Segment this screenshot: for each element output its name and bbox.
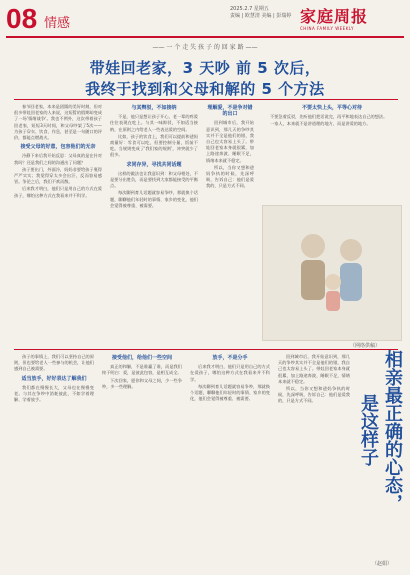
subheadline: 接受父母的好意，包容他们的无奈 — [20, 144, 96, 151]
issue-date-line2: 责编 | 欧慧清 美编 | 彭瑞婷 — [230, 13, 292, 19]
paragraph: 所以，当你又想和爸妈争执的时候，先深呼吸，告诉自己：他们是爱我的，只是方式不同。 — [206, 164, 254, 189]
paragraph: 比如，孩子的饮食上，我们可以提前和爸妈商量好：零食可以吃，但要控制分量，饭前不吃。当规则变成了'我们家的规则'，冲突就少了很多。 — [110, 133, 198, 158]
issue-date-line1: 2025.2.7 星期五 — [230, 6, 269, 12]
paragraph: 下次回家，愿你和父母之间，少一些争吵，多一些理解。 — [102, 377, 182, 389]
brand-name: 家庭周报 — [300, 7, 369, 26]
column-7 — [190, 354, 270, 564]
issue-date — [230, 6, 291, 20]
paragraph: 回到城市后，我开始意识到，那几天的争吵其实并不全是他们的错，我自己也太容易上头了。带娃回老家本身就很累，加上路途奔波、睡眠不足，情绪本来就不稳定。 — [278, 354, 350, 384]
header-rule — [6, 36, 404, 38]
paragraph: 不是，他只是想让孩子开心，老一辈的疼爱往往表现在吃上。与其一味辩驳，不如适当接纳，在原则之内给老人一些表达爱的空间。 — [110, 114, 198, 132]
subheadline: 与其辩驳，不如接纳 — [131, 105, 177, 111]
paragraph: 孩子的事情上，我们可以坚持自己的原则，但也要给老人一些参与的机会，让他们感到自己被需要。 — [14, 354, 94, 372]
column-5 — [14, 354, 94, 564]
column-3 — [206, 104, 254, 340]
paragraph: 这样的做法也让我意识到：和父母相处，不是要分出胜负，而是要找到大家都能接受的平衡点。 — [110, 170, 198, 189]
subheadline: 求同存异，寻找共同话题 — [126, 161, 182, 168]
paragraph: 我们都在慢慢长大，父母也在慢慢变老。与其在争吵中消耗彼此，不如学着理解、学着放手。 — [14, 384, 94, 403]
paragraph: 冷静下来后我开始反思：父母真的是在针对我吗？还是我们之间的沟通出了问题？ — [14, 153, 102, 165]
paragraph: 一家人，本来就不是讲道理的地方，而是讲爱的地方。 — [270, 121, 371, 127]
article-title-line1: 带娃回老家，3 天吵 前 5 次后， — [89, 59, 321, 77]
section-divider — [14, 349, 398, 350]
paragraph: 每次聊到育儿话题就容易争吵，那就换个话题，聊聊他们年轻时的事情、家乡的变化，他们会觉得被尊重、被需要。 — [110, 190, 198, 208]
side-callout — [355, 350, 405, 550]
family-illustration-icon — [263, 206, 401, 340]
article-title-line2: 我终于找到和父母和解的 5 个方法 — [85, 80, 325, 98]
paragraph: 真正的和解，不是谁赢了谁，而是我们终于明白：爱，是彼此包容，是相互成全。 — [102, 364, 182, 376]
paragraph: 所以，当你又想和爸妈争执的时候，先深呼吸，告诉自己：他们是爱我的，只是方式不同。 — [278, 386, 350, 404]
subheadline: 放手，不是分手 — [212, 355, 248, 361]
column-1 — [14, 104, 102, 340]
section-label: 情感 — [44, 16, 71, 31]
column-6 — [102, 354, 182, 564]
column-8 — [278, 354, 350, 554]
paragraph: 孩子要出门，外面冷，妈妈非要给孩子裹得严严实实；我觉得穿太多会出汗，反而容易感冒。争论之后，我们不欢而散。 — [14, 166, 102, 185]
page-header — [0, 0, 410, 38]
paragraph: 每次聊到育儿话题就容易争吵，那就换个话题，聊聊他们年轻时的事情、家乡的变化，他们会觉得被尊重、被需要。 — [190, 383, 270, 402]
article-photo — [262, 205, 402, 341]
page-number: 08 — [6, 3, 38, 34]
paragraph: 春节回老家，本来是团圆的美好时刻，但对很多带娃回老家的人来说，这短暂的假期却变成了一场'情绪战争'。我也不例外，这次带着孩子回老家，短短3天时间，和父母吵架了5次——为孩子穿衣、饮食、作息，甚至是一句随口的评价，都能点燃战火。 — [14, 104, 102, 141]
brand-logo — [300, 4, 404, 32]
title-divider — [14, 99, 398, 100]
subheadline: 理解爱，不是争对错的出口 — [207, 105, 253, 118]
article-kicker: —— 一 个 走 失 孩 子 的 回 家 路 —— — [152, 44, 258, 51]
paragraph: 回到城市后，我开始意识到，那几天的争吵其实并不全是他们的错，我自己也太容易上头了。带娃回老家本身就很累，加上路途奔波、睡眠不足，情绪本来就不稳定。 — [206, 120, 254, 163]
subheadline: 接受他们，给他们一些空间 — [111, 355, 172, 361]
author-credit: （赵娟） — [372, 561, 393, 567]
column-2 — [110, 104, 198, 340]
paragraph: 后来我才明白，他们只是用自己的方式在爱孩子，哪怕这种方式在我看来并不科学。 — [190, 364, 270, 382]
brand-subtitle: CHINA FAMILY WEEKLY — [300, 26, 354, 31]
paragraph: 后来我才明白，他们只是用自己的方式在爱孩子，哪怕这种方式在我看来并不科学。 — [14, 186, 102, 198]
side-callout-line2: 是这样子 — [358, 394, 379, 466]
paragraph: 不要急着反驳，先听他们把话说完，再平和地表达自己的想法。 — [270, 114, 388, 120]
subheadline: 不要太快上头，平等心对待 — [301, 105, 362, 111]
photo-credit: （网络供稿） — [350, 343, 381, 349]
side-callout-line1: 相亲最正确的心态， — [382, 350, 403, 512]
column-4 — [262, 104, 402, 202]
subheadline: 适当放手，好好表达了解我们 — [21, 375, 87, 382]
